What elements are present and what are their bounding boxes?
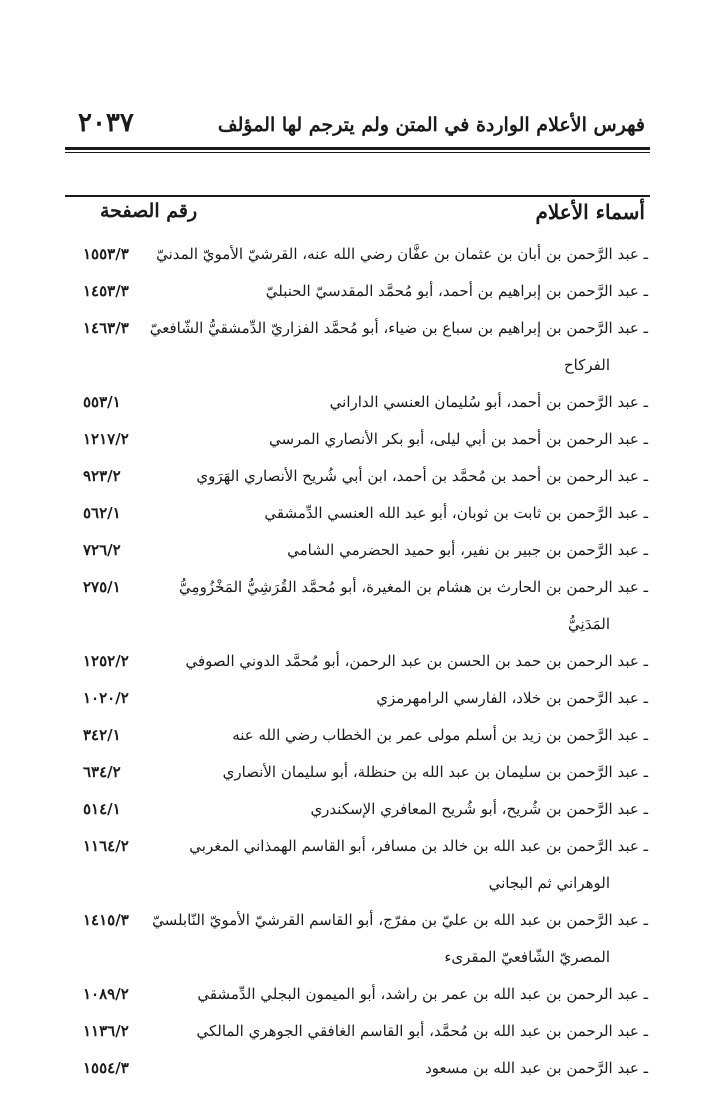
entry-page-ref: ٥٥٣/١ [83, 393, 121, 411]
index-entry [65, 421, 650, 458]
entry-name: ـ عبد الرَّحمن بن خلاد، الفارسي الرامهرمزي [376, 689, 648, 707]
entry-page-ref: ٢٧٥/١ [83, 578, 121, 596]
entry-name: ـ عبد الرَّحمن بن إبراهيم بن سباع بن ضياء، أبو مُحمَّد الفزاريّ الدِّمشقيُّ الشّافعيّ [149, 319, 648, 337]
page-number: ٢٠٣٧ [78, 108, 134, 138]
entry-page-ref: ٥١٤/١ [83, 800, 121, 818]
entry-page-ref: ١٥٥٣/٣ [83, 245, 129, 263]
index-entry [65, 902, 650, 976]
index-entry [65, 643, 650, 680]
index-entry [65, 791, 650, 828]
index-entry [65, 828, 650, 902]
header-rule-thin [65, 152, 650, 153]
index-entry [65, 384, 650, 421]
entry-name: ـ عبد الرحمن بن حمد بن الحسن بن عبد الرحمن، أبو مُحمَّد الدوني الصوفي [185, 652, 648, 670]
entry-name: ـ عبد الرحمن بن عبد الله بن مُحمَّد، أبو القاسم الغافقي الجوهري المالكي [196, 1022, 648, 1040]
entry-name: ـ عبد الرَّحمن بن إبراهيم بن أحمد، أبو مُحمَّد المقدسيّ الحنبليّ [265, 282, 648, 300]
index-entry [65, 495, 650, 532]
entry-name: ـ عبد الرَّحمن بن أبان بن عثمان بن عفَّان رضي الله عنه، القرشيّ الأمويّ المدنيّ [156, 245, 648, 263]
entry-page-ref: ١٠٨٩/٢ [83, 985, 129, 1003]
column-header-names: أسماء الأعلام [535, 200, 645, 224]
entry-page-ref: ١٢١٧/٢ [83, 430, 129, 448]
entry-name-continuation: الفركاح [564, 356, 610, 374]
entry-page-ref: ٣٤٢/١ [83, 726, 121, 744]
entries-list [65, 236, 650, 1087]
entry-page-ref: ١١٣٦/٢ [83, 1022, 129, 1040]
entry-page-ref: ١٤٥٣/٣ [83, 282, 129, 300]
index-entry [65, 273, 650, 310]
index-entry [65, 569, 650, 643]
entry-name: ـ عبد الرَّحمن بن عبد الله بن مسعود [425, 1059, 648, 1077]
entry-page-ref: ١١٦٤/٢ [83, 837, 129, 855]
index-entry [65, 458, 650, 495]
entry-name: ـ عبد الرَّحمن بن عبد الله بن خالد بن مسافر، أبو القاسم الهمذاني المغربي [189, 837, 648, 855]
index-entry [65, 680, 650, 717]
entry-page-ref: ٥٦٢/١ [83, 504, 121, 522]
index-entry [65, 310, 650, 384]
entry-page-ref: ١٠٢٠/٢ [83, 689, 129, 707]
entry-name: ـ عبد الرحمن بن الحارث بن هشام بن المغيرة، أبو مُحمَّد القُرَشِيُّ المَخْزُومِيُّ [179, 578, 648, 596]
entry-name: ـ عبد الرحمن بن أحمد بن مُحمَّد بن أحمد، ابن أبي شُريح الأنصاري الهَرَوي [196, 467, 648, 485]
running-header-title: فهرس الأعلام الواردة في المتن ولم يترجم لها المؤلف [217, 114, 645, 136]
entry-name: ـ عبد الرحمن بن أحمد بن أبي ليلى، أبو بكر الأنصاري المرسي [268, 430, 648, 448]
entry-name: ـ عبد الرَّحمن بن ثابت بن ثوبان، أبو عبد الله العنسي الدِّمشقي [264, 504, 648, 522]
entry-page-ref: ٩٢٣/٢ [83, 467, 121, 485]
column-header-page: رقم الصفحة [100, 200, 198, 222]
index-entry [65, 532, 650, 569]
entry-page-ref: ٧٢٦/٢ [83, 541, 121, 559]
index-entry [65, 1050, 650, 1087]
entry-name: ـ عبد الرحمن بن عبد الله بن عمر بن راشد، أبو الميمون البجلي الدِّمشقي [197, 985, 648, 1003]
index-entry [65, 754, 650, 791]
entry-name-continuation: المَدَنِيُّ [568, 615, 610, 633]
entry-name-continuation: الوهراني ثم البجاني [488, 874, 610, 892]
entry-name: ـ عبد الرَّحمن بن عبد الله بن عليّ بن مفرّج، أبو القاسم القرشيّ الأمويّ النّابلسيّ [152, 911, 648, 929]
entry-page-ref: ١٥٥٤/٣ [83, 1059, 129, 1077]
entry-page-ref: ٦٣٤/٢ [83, 763, 121, 781]
entry-page-ref: ١٢٥٢/٢ [83, 652, 129, 670]
entry-name: ـ عبد الرَّحمن بن زيد بن أسلم مولى عمر بن الخطاب رضي الله عنه [232, 726, 648, 744]
entry-name: ـ عبد الرَّحمن بن جبير بن نفير، أبو حميد الحضرمي الشامي [287, 541, 648, 559]
entry-name: ـ عبد الرَّحمن بن أحمد، أبو سُليمان العنسي الداراني [329, 393, 648, 411]
entry-name: ـ عبد الرَّحمن بن سليمان بن عبد الله بن حنظلة، أبو سليمان الأنصاري [222, 763, 648, 781]
index-entry [65, 717, 650, 754]
entry-name-continuation: المصريّ الشّافعيّ المقرىء [444, 948, 610, 966]
table-top-rule [65, 195, 650, 197]
entry-name: ـ عبد الرَّحمن بن شُريح، أبو شُريح المعافري الإسكندري [310, 800, 648, 818]
index-entry [65, 976, 650, 1013]
index-entry [65, 1013, 650, 1050]
entry-page-ref: ١٤١٥/٣ [83, 911, 129, 929]
index-entry [65, 236, 650, 273]
header-rule-thick [65, 147, 650, 150]
entry-page-ref: ١٤٦٣/٣ [83, 319, 129, 337]
